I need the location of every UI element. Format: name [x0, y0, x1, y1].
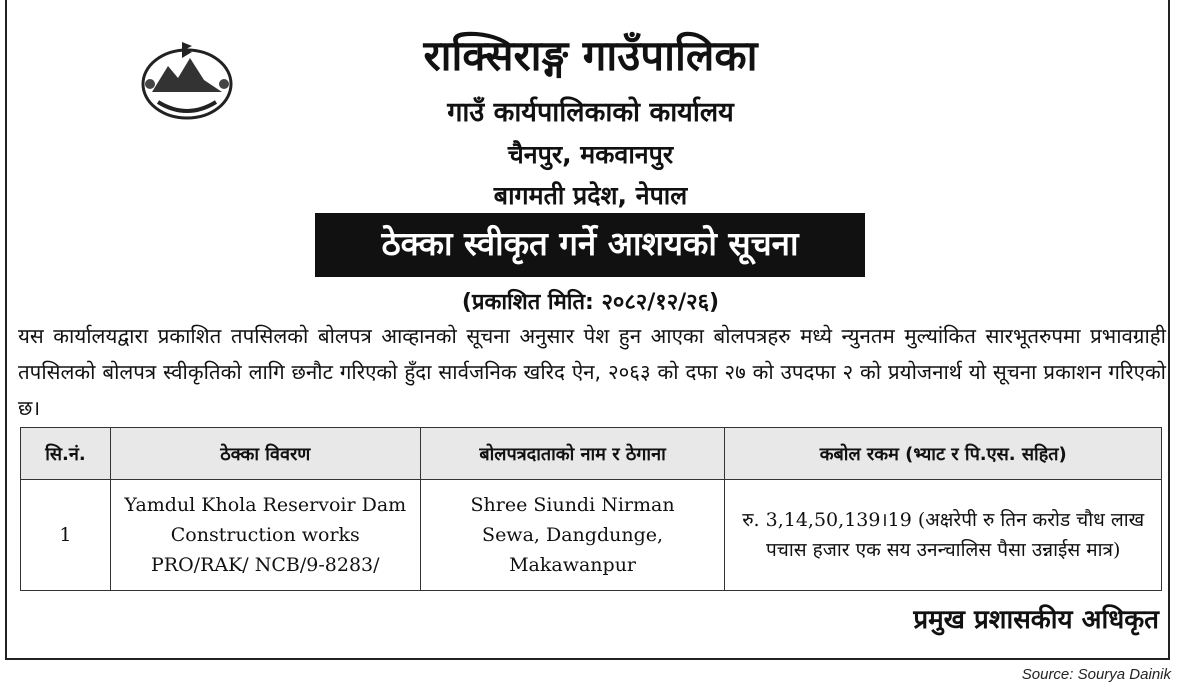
cell-sn: 1 — [21, 480, 111, 591]
notice-body: यस कार्यालयद्वारा प्रकाशित तपसिलको बोलपत्र आव्हानको सूचना अनुसार पेश हुन आएका बोलपत्रहरु मध्ये न्युनतम मुल्यांकित सारभूतरुपमा प्रभावग्राही तपसिलको बोलपत्र स्वीकृतिको लागि छनौट गरिएको हुँदा सार्वजनिक खरिद ऐन, २०६३ को दफा २७ को उपदफा २ को प्रयोजनार्थ यो सूचना प्रकाशन गरिएको छ। — [18, 324, 1166, 420]
contract-table — [20, 427, 1162, 591]
municipality-title: राक्सिराङ्ग गाउँपालिका — [423, 31, 758, 80]
header-contract: ठेक्का विवरण — [110, 428, 420, 480]
table-header-row — [21, 428, 1162, 480]
office-address: चैनपुर, मकवानपुर — [507, 140, 674, 169]
cell-contract: Yamdul Khola Reservoir Dam Construction works PRO/RAK/ NCB/9-8283/ — [110, 480, 420, 591]
table-row — [21, 480, 1162, 591]
office-name: गाउँ कार्यपालिकाको कार्यालय — [447, 97, 734, 128]
signatory: प्रमुख प्रशासकीय अधिकृत — [913, 605, 1159, 635]
header-sn: सि.नं. — [21, 428, 111, 480]
notice-title: ठेक्का स्वीकृत गर्ने आशयको सूचना — [315, 213, 865, 277]
province: बागमती प्रदेश, नेपाल — [493, 181, 688, 210]
header-amount: कबोल रकम (भ्याट र पि.एस. सहित) — [725, 428, 1162, 480]
header-bidder: बोलपत्रदाताको नाम र ठेगाना — [420, 428, 725, 480]
cell-bidder: Shree Siundi Nirman Sewa, Dangdunge, Makawanpur — [420, 480, 725, 591]
source-credit: Source: Sourya Dainik — [1021, 666, 1171, 683]
cell-amount: रु. 3,14,50,139।19 (अक्षरेपी रु तिन करोड चौध लाख पचास हजार एक सय उनन्चालिस पैसा उन्नाईस मात्र) — [725, 480, 1162, 591]
published-date: (प्रकाशित मिति: २०८२/१२/२६) — [461, 290, 720, 315]
